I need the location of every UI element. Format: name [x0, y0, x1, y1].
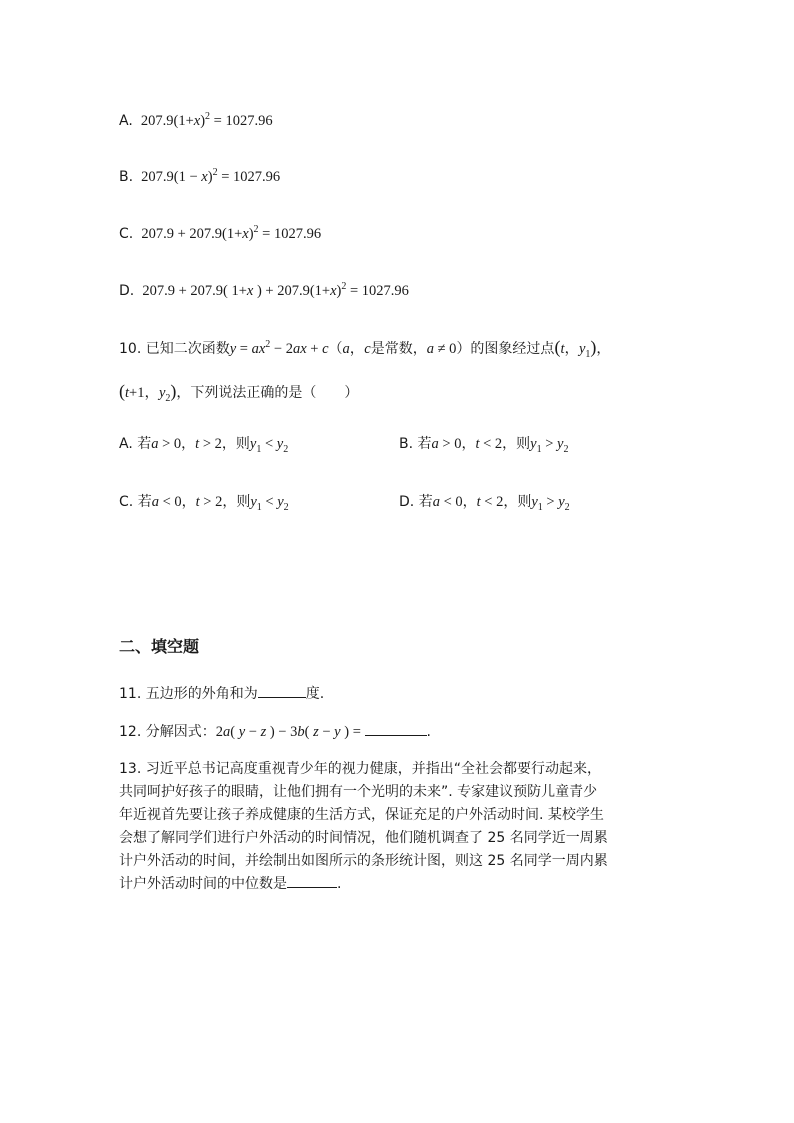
option-c	[119, 224, 321, 244]
paragraph-line: 共同呵护好孩子的眼睛，让他们拥有一个光明的未来”. 专家建议预防儿童青少	[119, 784, 598, 800]
option-expression: $207.9(1+x)^2 = 1027.96$	[137, 111, 273, 129]
paragraph-line: 计户外活动的时间，并绘制出如图所示的条形统计图，则这 25 名同学一周内累	[119, 853, 608, 869]
question-10-line-2	[119, 381, 358, 403]
question-text: .	[337, 876, 342, 892]
option-text: 若	[418, 494, 433, 510]
question-text: 12. 分解因式：	[119, 724, 216, 740]
point-1: (t，$y_1$)	[554, 337, 597, 360]
option-label: B.	[399, 436, 414, 452]
option-condition: t < 2	[475, 436, 503, 452]
section-heading: 二、填空题	[119, 637, 200, 656]
option-result: $y_1 > y_2$	[530, 436, 569, 455]
question-text: 已知二次函数	[145, 341, 230, 357]
question-13	[119, 758, 679, 896]
question-text: ，下列说法正确的是（ ）	[176, 385, 359, 401]
option-condition: a < 0	[151, 494, 182, 510]
question-text: .	[426, 724, 431, 740]
option-label: A.	[119, 113, 133, 129]
question-text: 是常数，	[370, 341, 427, 357]
option-label: B.	[119, 169, 134, 185]
option-label: D.	[399, 494, 415, 510]
option-text: 则	[517, 494, 532, 510]
question-number: 10.	[119, 341, 142, 357]
option-condition: a > 0	[151, 436, 182, 452]
q10-option-a: A. 若a > 0，t > 2，则$y_1 < y_2$	[119, 436, 289, 455]
paragraph-line: 年近视首先要让孩子养成健康的生活方式，保证充足的户外活动时间. 某校学生	[119, 807, 604, 823]
option-expression: $207.9(1 - x)^2 = 1027.96$	[137, 167, 281, 185]
option-result: $y_1 > y_2$	[531, 494, 570, 513]
question-text: （	[328, 341, 343, 357]
option-label: A.	[119, 436, 133, 452]
factor-expression: 2a( y − z ) − 3b( z − y ) =	[215, 724, 365, 740]
constants: a，c	[342, 341, 371, 357]
q10-option-b: B. 若a > 0，t < 2，则$y_1 > y_2$	[399, 436, 569, 455]
q10-option-d: D. 若a < 0，t < 2，则$y_1 > y_2$	[399, 494, 570, 513]
question-11	[119, 683, 324, 704]
option-expression: $207.9 + 207.9(1+x)^2 = 1027.96$	[137, 224, 322, 242]
answer-blank[interactable]	[258, 683, 306, 698]
answer-blank[interactable]	[287, 873, 337, 888]
option-condition: t < 2	[476, 494, 504, 510]
option-condition: t > 2	[195, 494, 223, 510]
option-condition: t > 2	[195, 436, 222, 452]
option-b	[119, 167, 280, 187]
function-expression: $y = ax^2 - 2ax + c$	[229, 339, 329, 357]
question-text: ，	[596, 341, 611, 357]
option-result: $y_1 < y_2$	[249, 436, 289, 455]
option-condition: a > 0	[431, 436, 462, 452]
question-10-line-1	[119, 337, 610, 359]
option-text: 若	[137, 494, 152, 510]
option-a	[119, 111, 273, 131]
paragraph-line: 13. 习近平总书记高度重视青少年的视力健康，并指出“全社会都要行动起来，	[119, 761, 601, 777]
question-text: 11. 五边形的外角和为	[119, 686, 258, 702]
option-text: 若	[137, 436, 152, 452]
q10-option-c: C. 若a < 0，t > 2，则$y_1 < y_2$	[119, 494, 289, 513]
option-text: 则	[516, 436, 531, 452]
option-text: 则	[235, 436, 250, 452]
paragraph-line	[119, 873, 679, 896]
question-text: 计户外活动时间的中位数是	[119, 876, 287, 892]
question-12	[119, 721, 431, 742]
option-text: 若	[417, 436, 432, 452]
option-text: 则	[236, 494, 251, 510]
condition: a ≠ 0	[426, 341, 457, 357]
paragraph-line: 会想了解同学们进行户外活动的时间情况，他们随机调查了 25 名同学近一周累	[119, 830, 608, 846]
option-d	[119, 281, 409, 301]
option-label: D.	[119, 283, 135, 299]
question-text: ）的图象经过点	[456, 341, 555, 357]
answer-blank[interactable]	[365, 721, 427, 736]
question-text: 度.	[305, 686, 325, 702]
point-2: (t+1，$y_2$)	[119, 381, 177, 404]
option-label: C.	[119, 226, 134, 242]
option-label: C.	[119, 494, 134, 510]
option-result: $y_1 < y_2$	[250, 494, 289, 513]
option-condition: a < 0	[432, 494, 463, 510]
option-expression: 207.9 + 207.9( 1+x ) + $207.9(1+x)^2 = 1027.96$	[138, 281, 409, 299]
